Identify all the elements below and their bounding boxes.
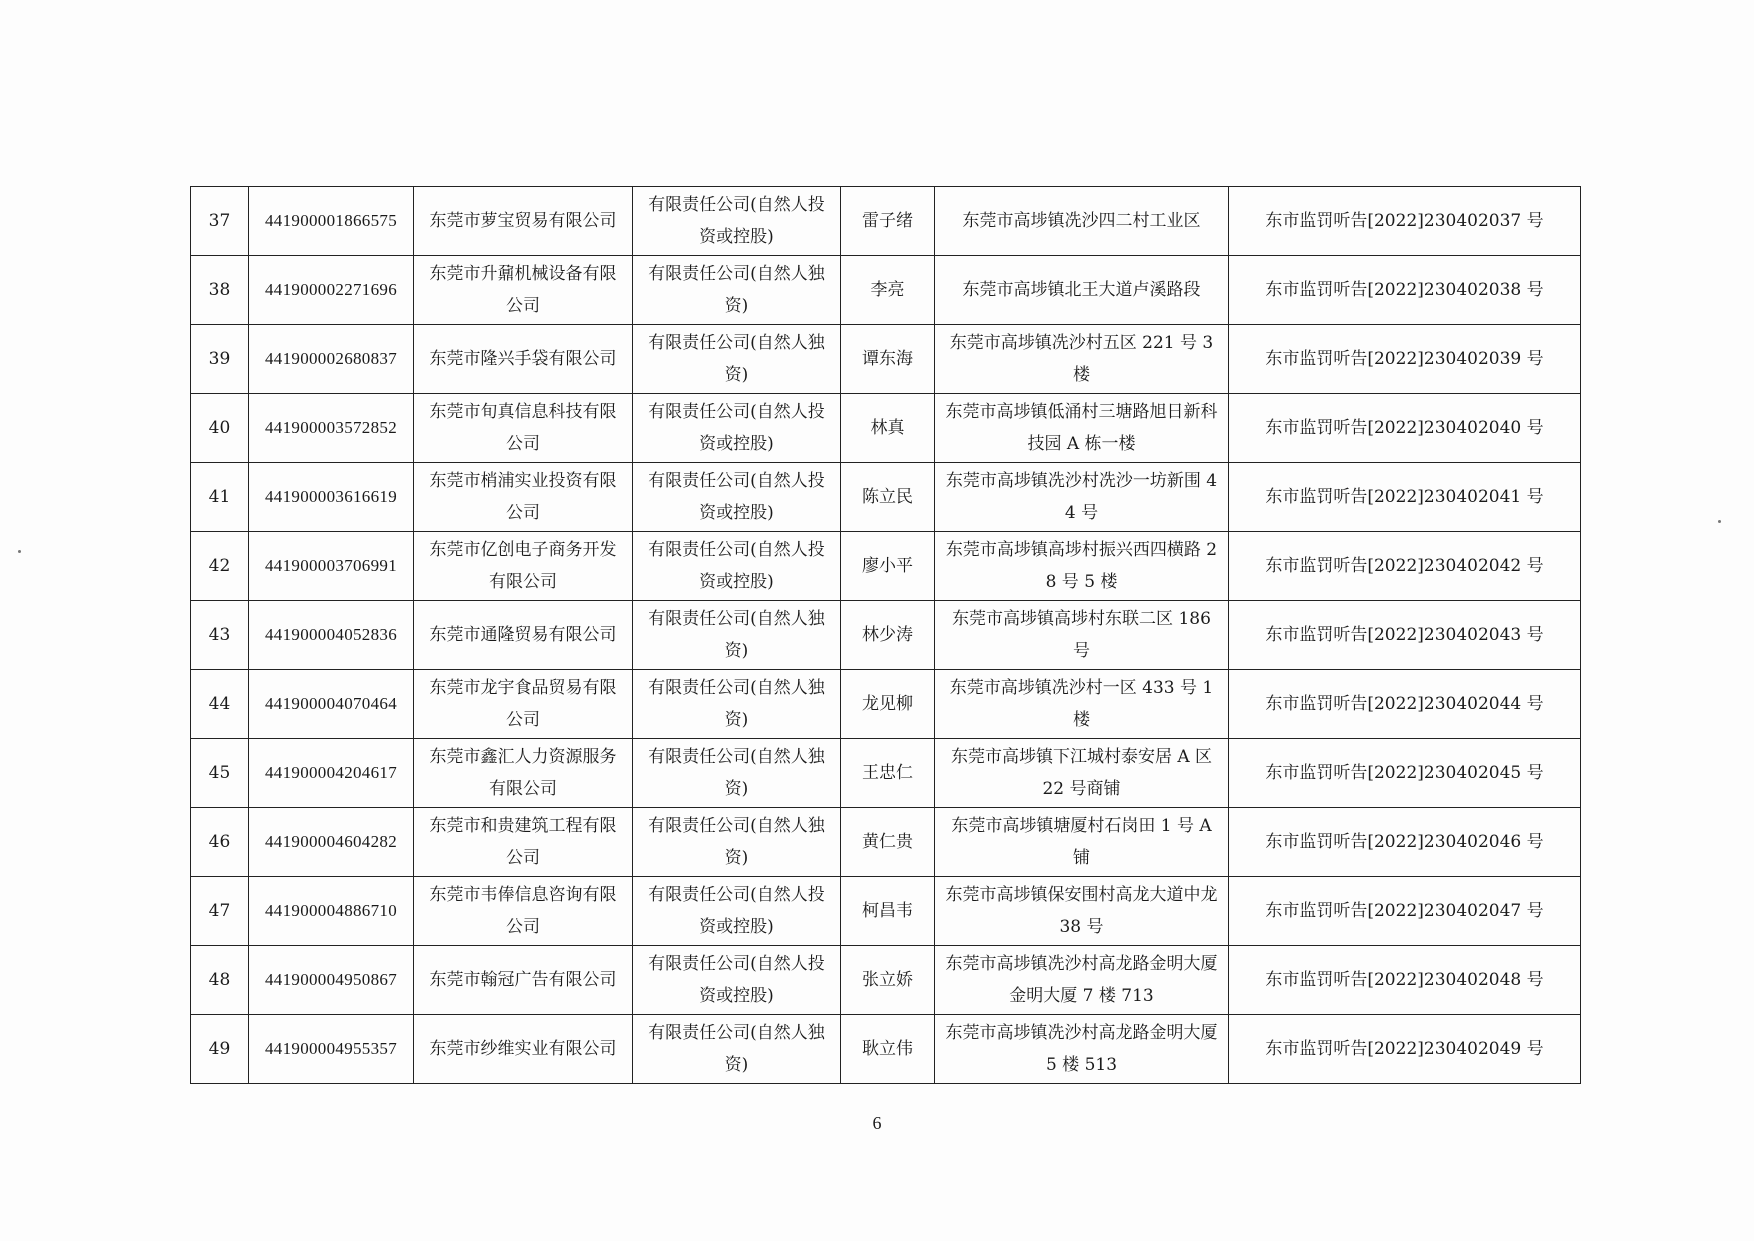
row-number: 43 (191, 601, 249, 670)
page-number: 6 (872, 1113, 882, 1133)
registration-code: 441900002680837 (249, 325, 414, 394)
row-number: 44 (191, 670, 249, 739)
table-row (191, 1015, 1581, 1084)
table-row (191, 670, 1581, 739)
company-name: 东莞市梢浦实业投资有限公司 (414, 463, 633, 532)
table-row (191, 463, 1581, 532)
notice-document-number: 东市监罚听告[2022]230402043 号 (1229, 601, 1581, 670)
company-name: 东莞市亿创电子商务开发有限公司 (414, 532, 633, 601)
legal-representative: 黄仁贵 (841, 808, 935, 877)
company-address: 东莞市高埗镇冼沙村高龙路金明大厦 5 楼 513 (935, 1015, 1229, 1084)
legal-representative: 耿立伟 (841, 1015, 935, 1084)
scan-speck (1718, 520, 1721, 523)
company-type: 有限责任公司(自然人投资或控股) (633, 463, 841, 532)
registration-code: 441900004886710 (249, 877, 414, 946)
notice-document-number: 东市监罚听告[2022]230402042 号 (1229, 532, 1581, 601)
notice-document-number: 东市监罚听告[2022]230402048 号 (1229, 946, 1581, 1015)
registration-code: 441900004204617 (249, 739, 414, 808)
notice-document-number: 东市监罚听告[2022]230402046 号 (1229, 808, 1581, 877)
legal-representative: 林真 (841, 394, 935, 463)
company-name: 东莞市萝宝贸易有限公司 (414, 187, 633, 256)
company-type: 有限责任公司(自然人投资或控股) (633, 532, 841, 601)
registration-code: 441900002271696 (249, 256, 414, 325)
row-number: 37 (191, 187, 249, 256)
row-number: 46 (191, 808, 249, 877)
company-name: 东莞市龙宇食品贸易有限公司 (414, 670, 633, 739)
company-address: 东莞市高埗镇冼沙四二村工业区 (935, 187, 1229, 256)
row-number: 48 (191, 946, 249, 1015)
company-name: 东莞市韦俸信息咨询有限公司 (414, 877, 633, 946)
company-type: 有限责任公司(自然人投资或控股) (633, 187, 841, 256)
company-type: 有限责任公司(自然人独资) (633, 739, 841, 808)
legal-representative: 雷子绪 (841, 187, 935, 256)
company-type: 有限责任公司(自然人投资或控股) (633, 394, 841, 463)
company-address: 东莞市高埗镇冼沙村一区 433 号 1 楼 (935, 670, 1229, 739)
notice-table (190, 186, 1581, 1084)
table-row (191, 325, 1581, 394)
registration-code: 441900003706991 (249, 532, 414, 601)
table-row (191, 877, 1581, 946)
legal-representative: 林少涛 (841, 601, 935, 670)
table-row (191, 601, 1581, 670)
row-number: 39 (191, 325, 249, 394)
row-number: 49 (191, 1015, 249, 1084)
notice-document-number: 东市监罚听告[2022]230402044 号 (1229, 670, 1581, 739)
company-type: 有限责任公司(自然人独资) (633, 601, 841, 670)
table-row (191, 256, 1581, 325)
registration-code: 441900004950867 (249, 946, 414, 1015)
company-address: 东莞市高埗镇保安围村高龙大道中龙 38 号 (935, 877, 1229, 946)
table-row (191, 946, 1581, 1015)
notice-document-number: 东市监罚听告[2022]230402038 号 (1229, 256, 1581, 325)
company-name: 东莞市纱维实业有限公司 (414, 1015, 633, 1084)
company-name: 东莞市通隆贸易有限公司 (414, 601, 633, 670)
scan-speck (18, 550, 21, 553)
company-address: 东莞市高埗镇冼沙村冼沙一坊新围 44 号 (935, 463, 1229, 532)
notice-document-number: 东市监罚听告[2022]230402037 号 (1229, 187, 1581, 256)
notice-document-number: 东市监罚听告[2022]230402040 号 (1229, 394, 1581, 463)
company-type: 有限责任公司(自然人独资) (633, 325, 841, 394)
legal-representative: 龙见柳 (841, 670, 935, 739)
company-address: 东莞市高埗镇冼沙村五区 221 号 3 楼 (935, 325, 1229, 394)
notice-document-number: 东市监罚听告[2022]230402047 号 (1229, 877, 1581, 946)
row-number: 41 (191, 463, 249, 532)
notice-document-number: 东市监罚听告[2022]230402039 号 (1229, 325, 1581, 394)
registration-code: 441900003616619 (249, 463, 414, 532)
notice-document-number: 东市监罚听告[2022]230402041 号 (1229, 463, 1581, 532)
company-type: 有限责任公司(自然人独资) (633, 256, 841, 325)
table-row (191, 394, 1581, 463)
row-number: 38 (191, 256, 249, 325)
legal-representative: 王忠仁 (841, 739, 935, 808)
company-address: 东莞市高埗镇塘厦村石岗田 1 号 A 铺 (935, 808, 1229, 877)
row-number: 42 (191, 532, 249, 601)
company-address: 东莞市高埗镇冼沙村高龙路金明大厦金明大厦 7 楼 713 (935, 946, 1229, 1015)
company-address: 东莞市高埗镇低涌村三塘路旭日新科技园 A 栋一楼 (935, 394, 1229, 463)
notice-document-number: 东市监罚听告[2022]230402045 号 (1229, 739, 1581, 808)
registration-code: 441900004604282 (249, 808, 414, 877)
registration-code: 441900004070464 (249, 670, 414, 739)
company-type: 有限责任公司(自然人投资或控股) (633, 946, 841, 1015)
registration-code: 441900004955357 (249, 1015, 414, 1084)
company-name: 东莞市升鼐机械设备有限公司 (414, 256, 633, 325)
table-row (191, 187, 1581, 256)
legal-representative: 柯昌韦 (841, 877, 935, 946)
company-type: 有限责任公司(自然人独资) (633, 808, 841, 877)
legal-representative: 谭东海 (841, 325, 935, 394)
legal-representative: 陈立民 (841, 463, 935, 532)
company-type: 有限责任公司(自然人独资) (633, 1015, 841, 1084)
company-address: 东莞市高埗镇高埗村东联二区 186 号 (935, 601, 1229, 670)
company-name: 东莞市旬真信息科技有限公司 (414, 394, 633, 463)
company-name: 东莞市鑫汇人力资源服务有限公司 (414, 739, 633, 808)
notice-document-number: 东市监罚听告[2022]230402049 号 (1229, 1015, 1581, 1084)
registration-code: 441900004052836 (249, 601, 414, 670)
table-row (191, 808, 1581, 877)
row-number: 45 (191, 739, 249, 808)
company-address: 东莞市高埗镇下江城村泰安居 A 区 22 号商铺 (935, 739, 1229, 808)
registration-code: 441900001866575 (249, 187, 414, 256)
company-address: 东莞市高埗镇高埗村振兴西四横路 28 号 5 楼 (935, 532, 1229, 601)
registration-code: 441900003572852 (249, 394, 414, 463)
table-row (191, 532, 1581, 601)
legal-representative: 李亮 (841, 256, 935, 325)
company-type: 有限责任公司(自然人独资) (633, 670, 841, 739)
legal-representative: 张立娇 (841, 946, 935, 1015)
company-type: 有限责任公司(自然人投资或控股) (633, 877, 841, 946)
company-name: 东莞市翰冠广告有限公司 (414, 946, 633, 1015)
table-row (191, 739, 1581, 808)
row-number: 47 (191, 877, 249, 946)
notice-table-body (191, 187, 1581, 1084)
legal-representative: 廖小平 (841, 532, 935, 601)
company-name: 东莞市和贵建筑工程有限公司 (414, 808, 633, 877)
row-number: 40 (191, 394, 249, 463)
company-address: 东莞市高埗镇北王大道卢溪路段 (935, 256, 1229, 325)
company-name: 东莞市隆兴手袋有限公司 (414, 325, 633, 394)
